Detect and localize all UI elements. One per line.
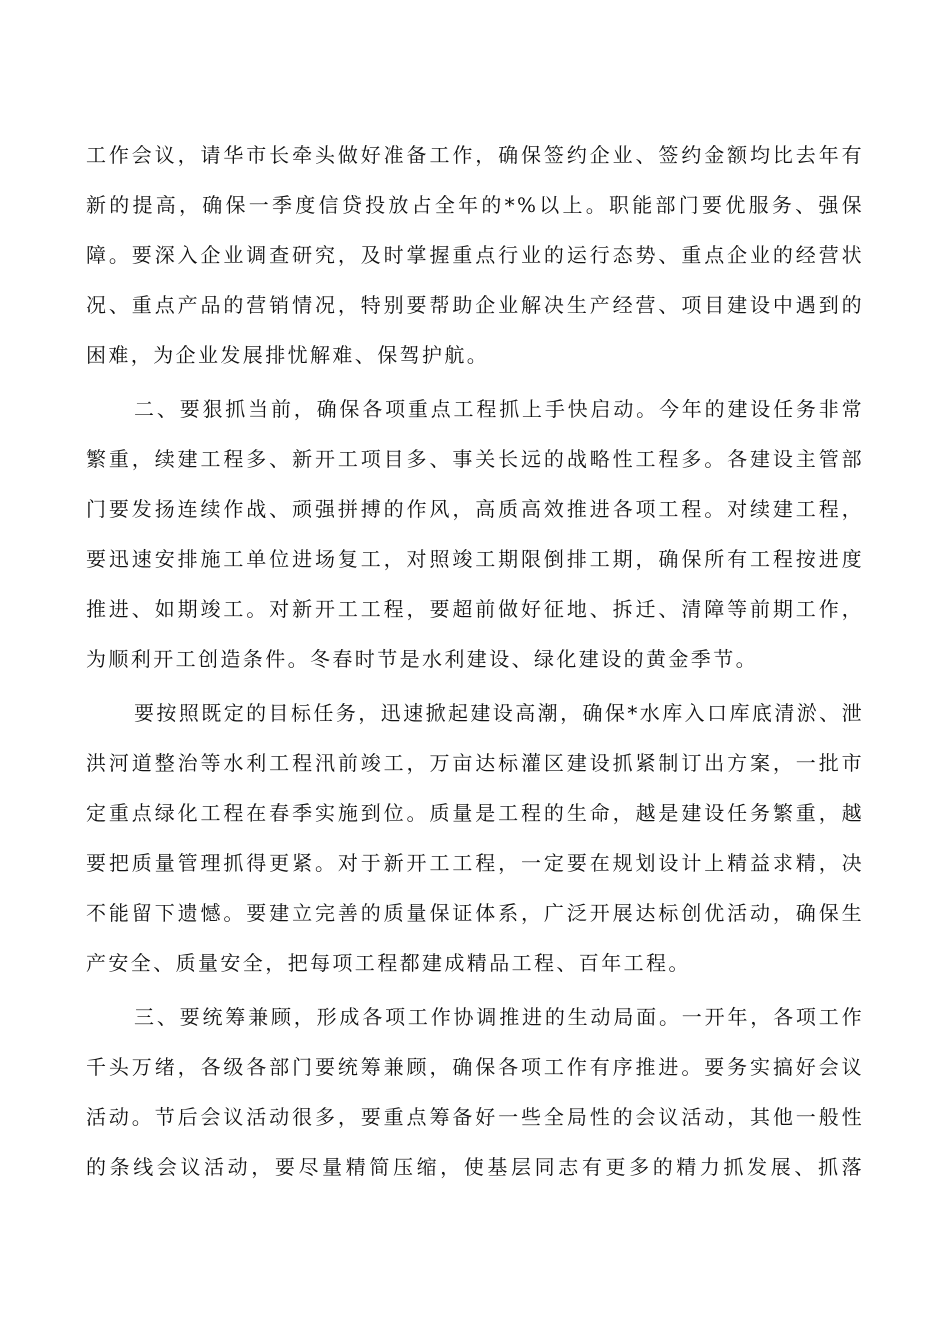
text-line: 三、要统筹兼顾，形成各项工作协调推进的生动局面。一开年，各项工作: [134, 1005, 864, 1029]
paragraph-2: [86, 384, 864, 684]
text-line: 二、要狠抓当前，确保各项重点工程抓上手快启动。今年的建设任务非常: [134, 397, 864, 421]
paragraph-3: [86, 688, 864, 988]
text-line: 门要发扬连续作战、顽强拼搏的作风，高质高效推进各项工程。对续建工程，: [86, 497, 864, 521]
text-line: 活动。节后会议活动很多，要重点筹备好一些全局性的会议活动，其他一般性: [86, 1105, 864, 1129]
text-line: 千头万绪，各级各部门要统筹兼顾，确保各项工作有序推进。要务实搞好会议: [86, 1055, 864, 1079]
text-line: 要把质量管理抓得更紧。对于新开工工程，一定要在规划设计上精益求精，决: [86, 851, 864, 875]
text-line: 繁重，续建工程多、新开工项目多、事关长远的战略性工程多。各建设主管部: [86, 447, 864, 471]
paragraph-4: [86, 992, 864, 1192]
text-line: 况、重点产品的营销情况，特别要帮助企业解决生产经营、项目建设中遇到的: [86, 293, 864, 317]
text-line: 定重点绿化工程在春季实施到位。质量是工程的生命，越是建设任务繁重，越: [86, 801, 864, 825]
text-line: 新的提高，确保一季度信贷投放占全年的*%以上。职能部门要优服务、强保: [86, 193, 864, 217]
text-line: 障。要深入企业调查研究，及时掌握重点行业的运行态势、重点企业的经营状: [86, 243, 864, 267]
paragraph-1: [86, 130, 864, 380]
text-line: 推进、如期竣工。对新开工工程，要超前做好征地、拆迁、清障等前期工作，: [86, 597, 864, 621]
text-line: 产安全、质量安全，把每项工程都建成精品工程、百年工程。: [86, 951, 691, 975]
text-line: 洪河道整治等水利工程汛前竣工，万亩达标灌区建设抓紧制订出方案，一批市: [86, 751, 864, 775]
text-line: 的条线会议活动，要尽量精简压缩，使基层同志有更多的精力抓发展、抓落: [86, 1155, 864, 1179]
text-line: 要按照既定的目标任务，迅速掀起建设高潮，确保*水库入口库底清淤、泄: [134, 701, 864, 725]
text-line: 要迅速安排施工单位进场复工，对照竣工期限倒排工期，确保所有工程按进度: [86, 547, 864, 571]
text-line: 不能留下遗憾。要建立完善的质量保证体系，广泛开展达标创优活动，确保生: [86, 901, 864, 925]
document-body: [86, 130, 864, 1196]
text-line: 为顺利开工创造条件。冬春时节是水利建设、绿化建设的黄金季节。: [86, 647, 758, 671]
text-line: 工作会议，请华市长牵头做好准备工作，确保签约企业、签约金额均比去年有: [86, 143, 864, 167]
text-line: 困难，为企业发展排忧解难、保驾护航。: [86, 343, 490, 367]
